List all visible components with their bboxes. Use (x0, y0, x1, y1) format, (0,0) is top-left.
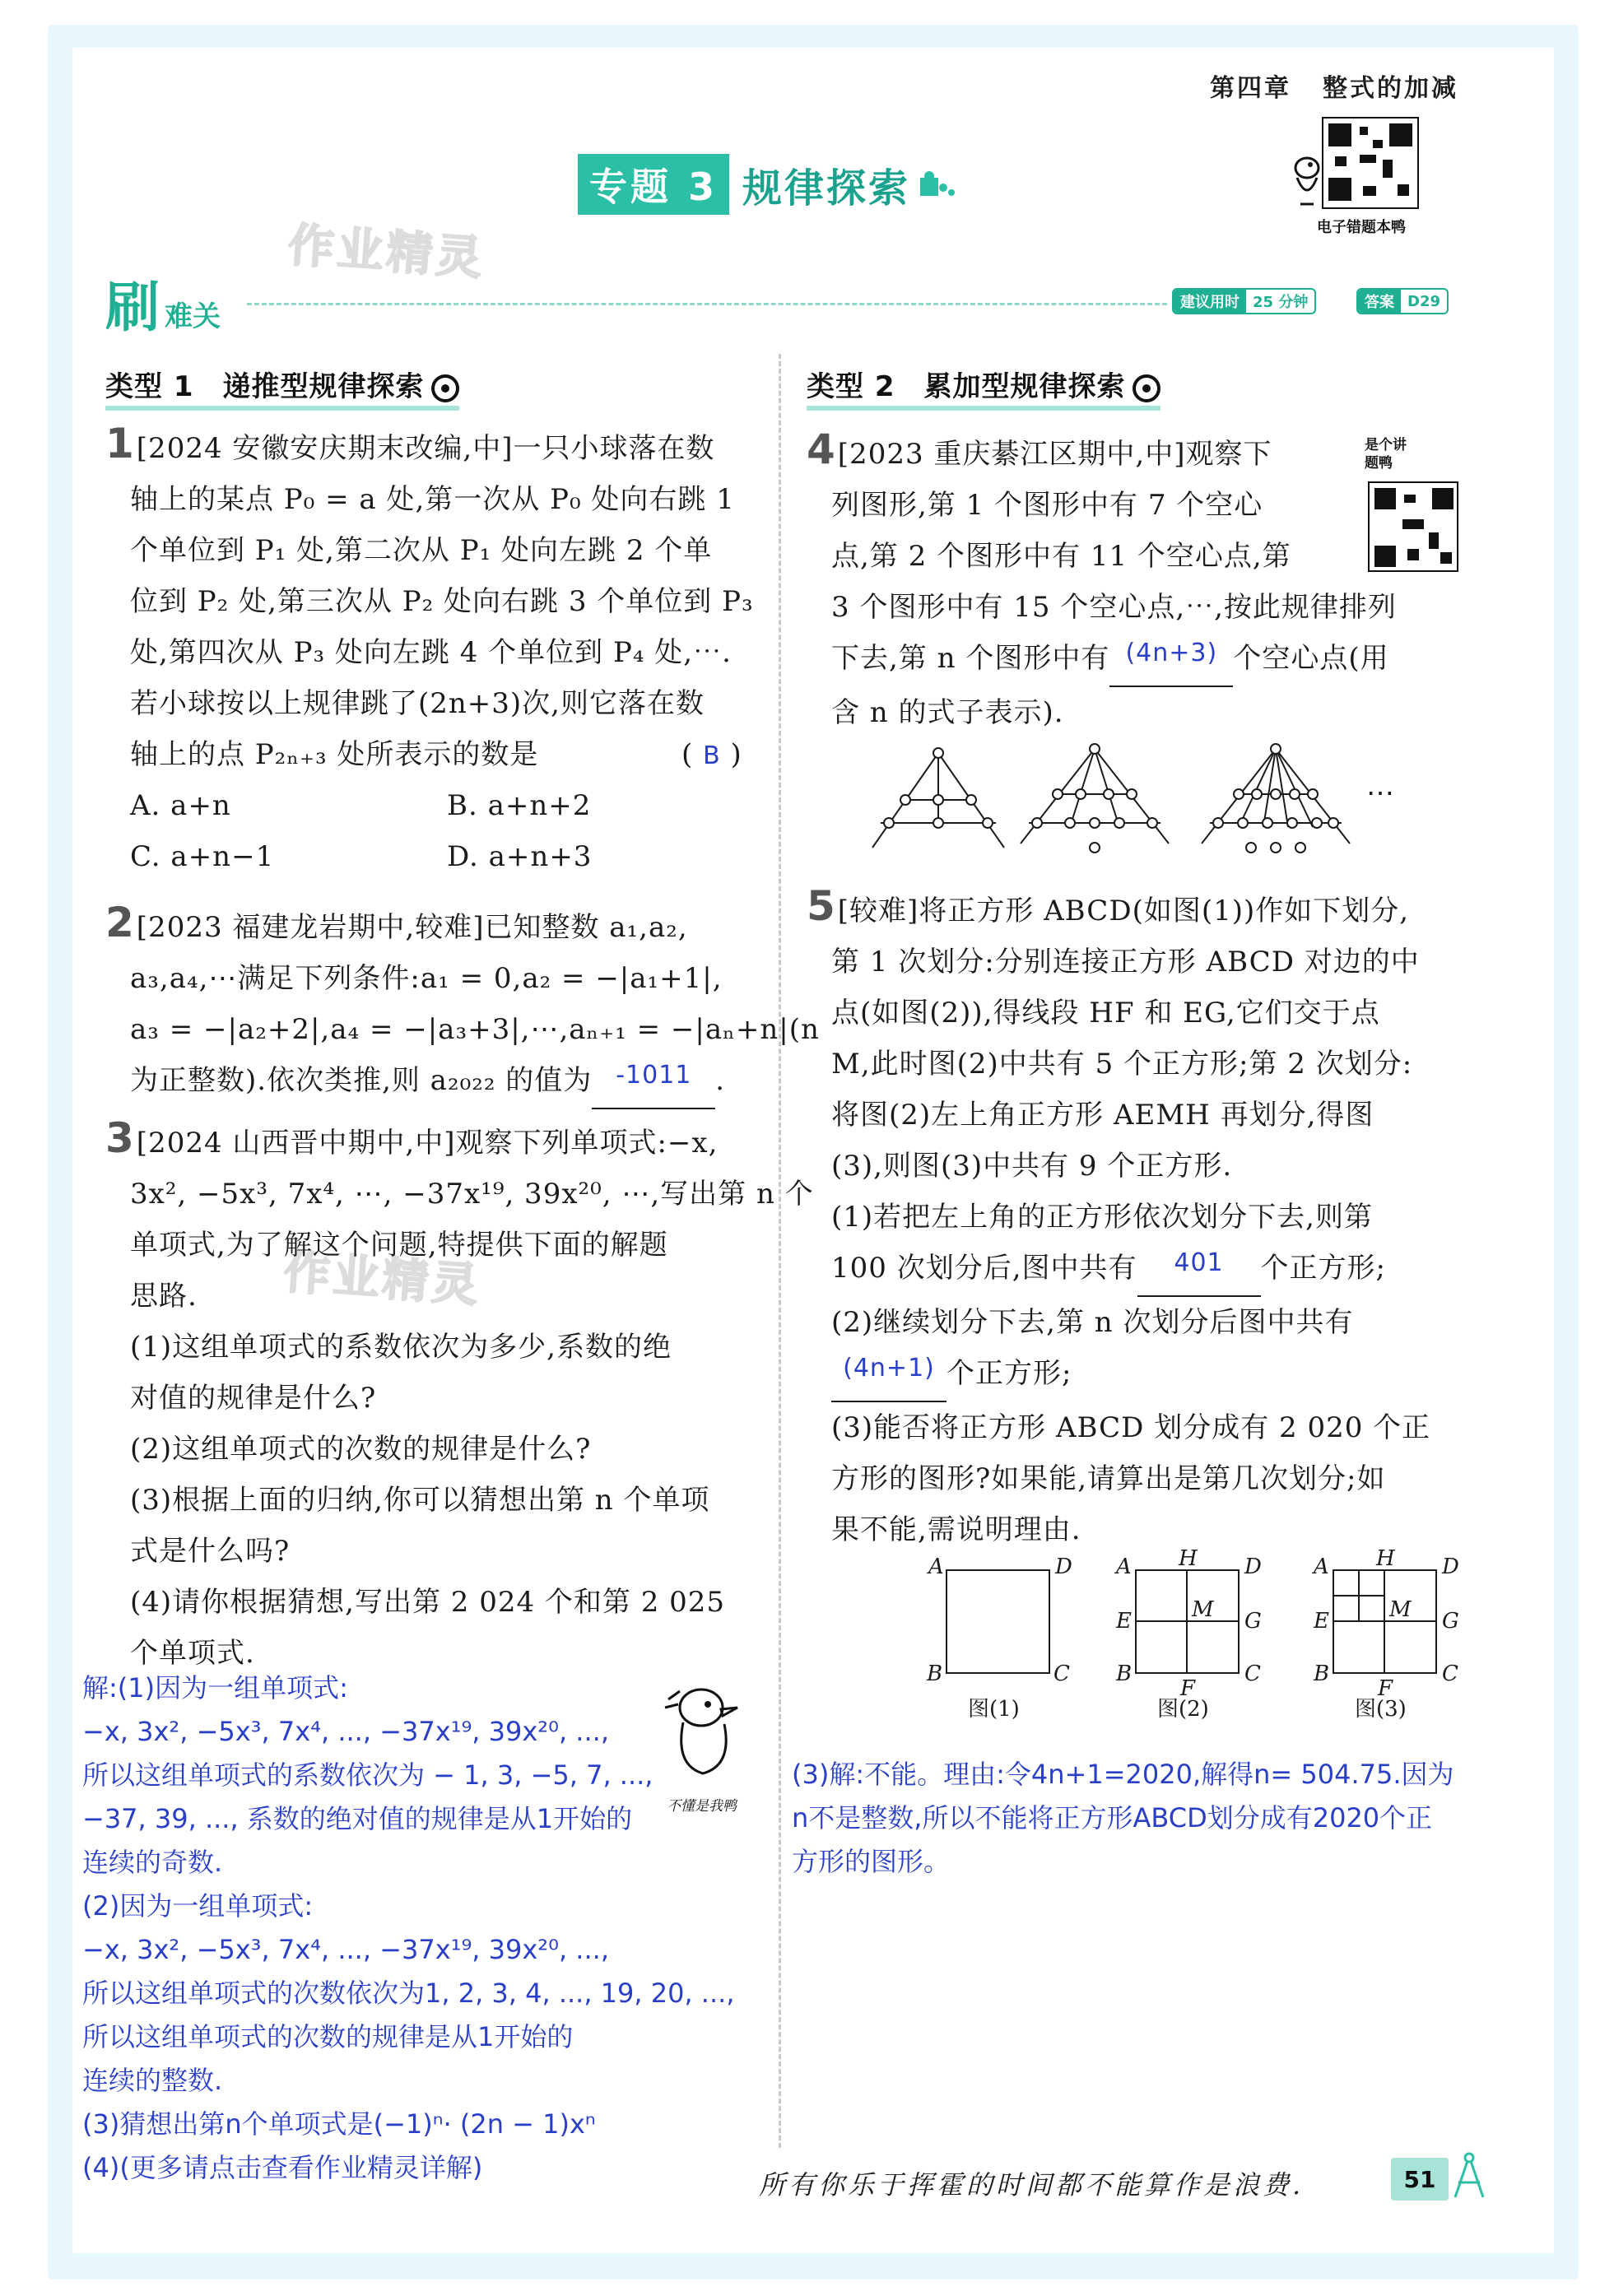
question-text: 式是什么吗? (130, 1535, 291, 1568)
question-number: 2 (105, 899, 135, 946)
question-text: 对值的规律是什么? (130, 1382, 377, 1415)
question-text: (3)根据上面的归纳,你可以猜想出第 n 个单项 (130, 1484, 710, 1517)
figure-2-label-e: E (1116, 1609, 1132, 1634)
solution-line: 所以这组单项式的系数依次为 − 1, 3, −5, 7, ..., (82, 1759, 653, 1791)
section-badge (105, 263, 221, 342)
pattern-figures (864, 737, 1457, 860)
qr-code-icon[interactable] (1322, 117, 1419, 209)
question-text: 轴上的点 P₂ₙ₊₃ 处所表示的数是 (130, 738, 539, 771)
figure-3-label-a: A (1314, 1555, 1329, 1579)
question-text: 思路. (130, 1280, 198, 1313)
question-text: 个正方形; (1260, 1252, 1386, 1285)
question-text: 单项式,为了解这个问题,特提供下面的解题 (130, 1229, 668, 1262)
compass-icon (1450, 2151, 1488, 2202)
answer-blank[interactable] (1137, 1243, 1261, 1297)
bracket-close: ) (730, 738, 742, 771)
question-text: (3)能否将正方形 ABCD 划分成有 2 020 个正 (831, 1411, 1431, 1444)
answer-value: -1011 (616, 1061, 692, 1090)
question-text: 个空心点(用 (1233, 642, 1389, 675)
question-3 (105, 1113, 814, 1679)
type2-heading (807, 364, 1160, 411)
qr-caption: 电子错题本鸭 (1317, 219, 1406, 236)
question-text: [2023 福建龙岩期中,较难]已知整数 a₁,a₂, (136, 911, 688, 944)
pattern-ellipsis: ⋯ (1366, 777, 1394, 810)
question-text: (1)这组单项式的系数依次为多少,系数的绝 (130, 1331, 672, 1364)
solution-line: −x, 3x², −5x³, 7x⁴, ..., −37x¹⁹, 39x²⁰, ..., (82, 1716, 609, 1747)
figure-3-label-d: D (1442, 1555, 1459, 1579)
solution-line: −37, 39, ..., 系数的绝对值的规律是从1开始的 (82, 1803, 633, 1834)
question-text: 若小球按以上规律跳了(2n+3)次,则它落在数 (130, 687, 705, 720)
solution-more-link[interactable]: (4)(更多请点击查看作业精灵详解) (82, 2152, 483, 2183)
square-figure-3 (1333, 1570, 1436, 1673)
figure-1-caption: 图(1) (968, 1697, 1020, 1722)
pattern-figure-3 (1202, 744, 1350, 853)
option-c[interactable]: C. a+n−1 (130, 840, 275, 873)
question-text: 列图形,第 1 个图形中有 7 个空心 (831, 489, 1263, 522)
lecture-qr-code-icon[interactable] (1368, 481, 1458, 572)
figure-2-label-m: M (1192, 1597, 1214, 1622)
topic-label: 专题 3 (578, 154, 729, 215)
figure-3-label-f: F (1378, 1676, 1393, 1701)
page-number: 51 (1391, 2158, 1449, 2201)
figure-3-label-e: E (1314, 1609, 1329, 1634)
answer-pill[interactable] (1356, 288, 1449, 314)
figure-2-label-h: H (1179, 1547, 1198, 1571)
solution-line: −x, 3x², −5x³, 7x⁴, ..., −37x¹⁹, 39x²⁰, ..., (82, 1934, 609, 1965)
column-divider (779, 354, 781, 2148)
square-figures (914, 1547, 1473, 1745)
chapter-number: 第四章 (1210, 74, 1291, 103)
question-text: 点,第 2 个图形中有 11 个空心点,第 (831, 540, 1291, 573)
solution-line: 所以这组单项式的次数依次为1, 2, 3, 4, ..., 19, 20, ..., (82, 1978, 735, 2009)
question-text: (4)请你根据猜想,写出第 2 024 个和第 2 025 (130, 1586, 726, 1619)
duck-sticker-icon (650, 1675, 757, 1798)
answer-page: D29 (1407, 292, 1440, 310)
question-text: 100 次划分后,图中共有 (831, 1252, 1137, 1285)
options-row (105, 780, 764, 831)
question-text: 果不能,需说明理由. (831, 1513, 1081, 1546)
question-1 (105, 418, 764, 882)
question-text: (3),则图(3)中共有 9 个正方形. (831, 1150, 1233, 1183)
time-pill (1172, 288, 1316, 314)
question-text: 位到 P₂ 处,第三次从 P₂ 处向右跳 3 个单位到 P₃ (130, 585, 754, 618)
figure-2-label-c: C (1244, 1662, 1261, 1686)
question-text: a₃ = −|a₂+2|,a₄ = −|a₃+3|,⋯,aₙ₊₁ = −|aₙ+n|(n (130, 1013, 820, 1046)
section-divider (247, 303, 1167, 305)
question-text: 3 个图形中有 15 个空心点,⋯,按此规律排列 (831, 591, 1397, 624)
answer-blank[interactable] (831, 1348, 947, 1402)
figure-3-label-b: B (1314, 1662, 1330, 1686)
duck-mascot-icon (1289, 145, 1327, 211)
question-text: 第 1 次划分:分别连接正方形 ABCD 对边的中 (831, 946, 1420, 978)
question-text: [2024 山西晋中期中,中]观察下列单项式:−x, (136, 1127, 719, 1160)
answer-label: 答案 (1358, 290, 1401, 313)
pattern-figure-2 (1021, 744, 1169, 853)
solution-line: (3)猜想出第n个单项式是(−1)ⁿ· (2n − 1)xⁿ (82, 2108, 596, 2140)
question-text: 为正整数).依次类推,则 a₂₀₂₂ 的值为 (130, 1064, 593, 1097)
answer-blank[interactable] (1109, 633, 1233, 687)
type1-heading-text: 类型 1 递推型规律探索 (105, 370, 425, 403)
solution-line: (3)解:不能。理由:令4n+1=2020,解得n= 504.75.因为 (792, 1759, 1454, 1790)
question-number: 1 (105, 420, 135, 467)
option-a[interactable]: A. a+n (130, 789, 231, 822)
watermark-middle: 作业精灵 (281, 1245, 483, 1313)
solution-line: n不是整数,所以不能将正方形ABCD划分成有2020个正 (792, 1802, 1433, 1834)
answer-value: (4n+1) (843, 1354, 935, 1383)
question-5 (807, 881, 1481, 1555)
question-text: (2)继续划分下去,第 n 次划分后图中共有 (831, 1306, 1354, 1339)
question-text: . (715, 1064, 726, 1097)
question-text: 3x², −5x³, 7x⁴, ⋯, −37x¹⁹, 39x²⁰, ⋯,写出第 n 个 (130, 1178, 814, 1211)
question-text: [2023 重庆綦江区期中,中]观察下 (837, 438, 1272, 471)
question-text: 含 n 的式子表示). (831, 696, 1064, 729)
square-figure-1 (947, 1570, 1049, 1673)
question-text: 处,第四次从 P₃ 处向左跳 4 个单位到 P₄ 处,⋯. (130, 636, 732, 669)
figure-3-label-c: C (1442, 1662, 1458, 1686)
time-label: 建议用时 (1174, 290, 1246, 313)
answer-value: 401 (1174, 1248, 1224, 1277)
figure-1-label-b: B (927, 1662, 943, 1686)
figure-1-label-a: A (928, 1555, 944, 1579)
solution-line: 连续的奇数. (82, 1847, 223, 1878)
type1-heading (105, 364, 459, 411)
figure-2-label-f: F (1180, 1676, 1196, 1701)
figure-3-label-h: H (1376, 1547, 1395, 1571)
solution-q5 (792, 1753, 1454, 1884)
question-number: 3 (105, 1114, 135, 1162)
topic-banner (578, 152, 956, 216)
solution-line: 方形的图形。 (792, 1846, 951, 1877)
qr-label: 是个讲题鸭 (1365, 437, 1407, 472)
question-number: 5 (807, 882, 836, 930)
footer-motto: 所有你乐于挥霍的时间都不能算作是浪费. (759, 2169, 1305, 2201)
sticker-caption: 不懂是我鸭 (667, 1798, 737, 1815)
question-text: 将图(2)左上角正方形 AEMH 再划分,得图 (831, 1099, 1374, 1132)
topic-title: 规律探索 (742, 165, 911, 211)
figure-2-label-g: G (1244, 1609, 1262, 1634)
question-text: 个单项式. (130, 1637, 255, 1670)
answer-choice: B (703, 741, 721, 770)
question-text: M,此时图(2)中共有 5 个正方形;第 2 次划分: (831, 1048, 1413, 1081)
section-badge-big: 刷 (105, 276, 160, 339)
question-text: 个单位到 P₁ 处,第二次从 P₁ 处向左跳 2 个单 (130, 534, 713, 567)
solution-line: 连续的整数. (82, 2065, 223, 2096)
figure-3-label-g: G (1442, 1609, 1459, 1634)
options-row (105, 831, 764, 882)
question-text: 个正方形; (947, 1357, 1072, 1390)
question-text: [较难]将正方形 ABCD(如图(1))作如下划分, (837, 895, 1410, 927)
question-text: a₃,a₄,⋯满足下列条件:a₁ = 0,a₂ = −|a₁+1|, (130, 962, 723, 995)
figure-2-label-a: A (1116, 1555, 1132, 1579)
question-number: 4 (807, 425, 836, 473)
type2-heading-text: 类型 2 累加型规律探索 (807, 370, 1126, 403)
question-text: 轴上的某点 P₀ = a 处,第一次从 P₀ 处向右跳 1 (130, 483, 735, 516)
figure-2-label-b: B (1116, 1662, 1133, 1686)
solution-line: (2)因为一组单项式: (82, 1890, 314, 1922)
question-text: [2024 安徽安庆期末改编,中]一只小球落在数 (136, 432, 715, 465)
question-2 (105, 897, 820, 1109)
figure-3-caption: 图(3) (1355, 1697, 1407, 1722)
option-d[interactable]: D. a+n+3 (447, 840, 593, 873)
solution-q3 (82, 1666, 735, 2190)
question-text: 点(如图(2)),得线段 HF 和 EG,它们交于点 (831, 997, 1380, 1029)
solution-line: 解:(1)因为一组单项式: (82, 1672, 348, 1703)
target-icon (1133, 374, 1160, 402)
figure-3-label-m: M (1389, 1597, 1412, 1622)
puzzle-icon (919, 168, 956, 201)
figure-1-label-d: D (1055, 1555, 1072, 1579)
figure-2-label-d: D (1244, 1555, 1262, 1579)
solution-line: 所以这组单项式的次数的规律是从1开始的 (82, 2021, 574, 2052)
question-text: (2)这组单项式的次数的规律是什么? (130, 1433, 592, 1466)
question-text: 下去,第 n 个图形中有 (831, 642, 1110, 675)
question-text: (1)若把左上角的正方形依次划分下去,则第 (831, 1201, 1373, 1234)
answer-bracket (681, 729, 742, 782)
chapter-header (1210, 67, 1458, 104)
chapter-title: 整式的加减 (1323, 74, 1458, 103)
answer-blank[interactable] (592, 1055, 715, 1109)
figure-2-caption: 图(2) (1157, 1697, 1209, 1722)
section-badge-small: 难关 (165, 300, 221, 333)
watermark-top: 作业精灵 (286, 218, 487, 286)
answer-value: (4n+3) (1125, 639, 1218, 667)
bracket-open: ( (681, 738, 694, 771)
target-icon (431, 374, 459, 402)
time-value: 25 分钟 (1253, 294, 1309, 311)
square-figure-2 (1136, 1570, 1239, 1673)
figure-1-label-c: C (1053, 1662, 1070, 1686)
option-b[interactable]: B. a+n+2 (447, 789, 592, 822)
pattern-figure-1 (872, 748, 1004, 848)
question-text: 方形的图形?如果能,请算出是第几次划分;如 (831, 1462, 1386, 1495)
